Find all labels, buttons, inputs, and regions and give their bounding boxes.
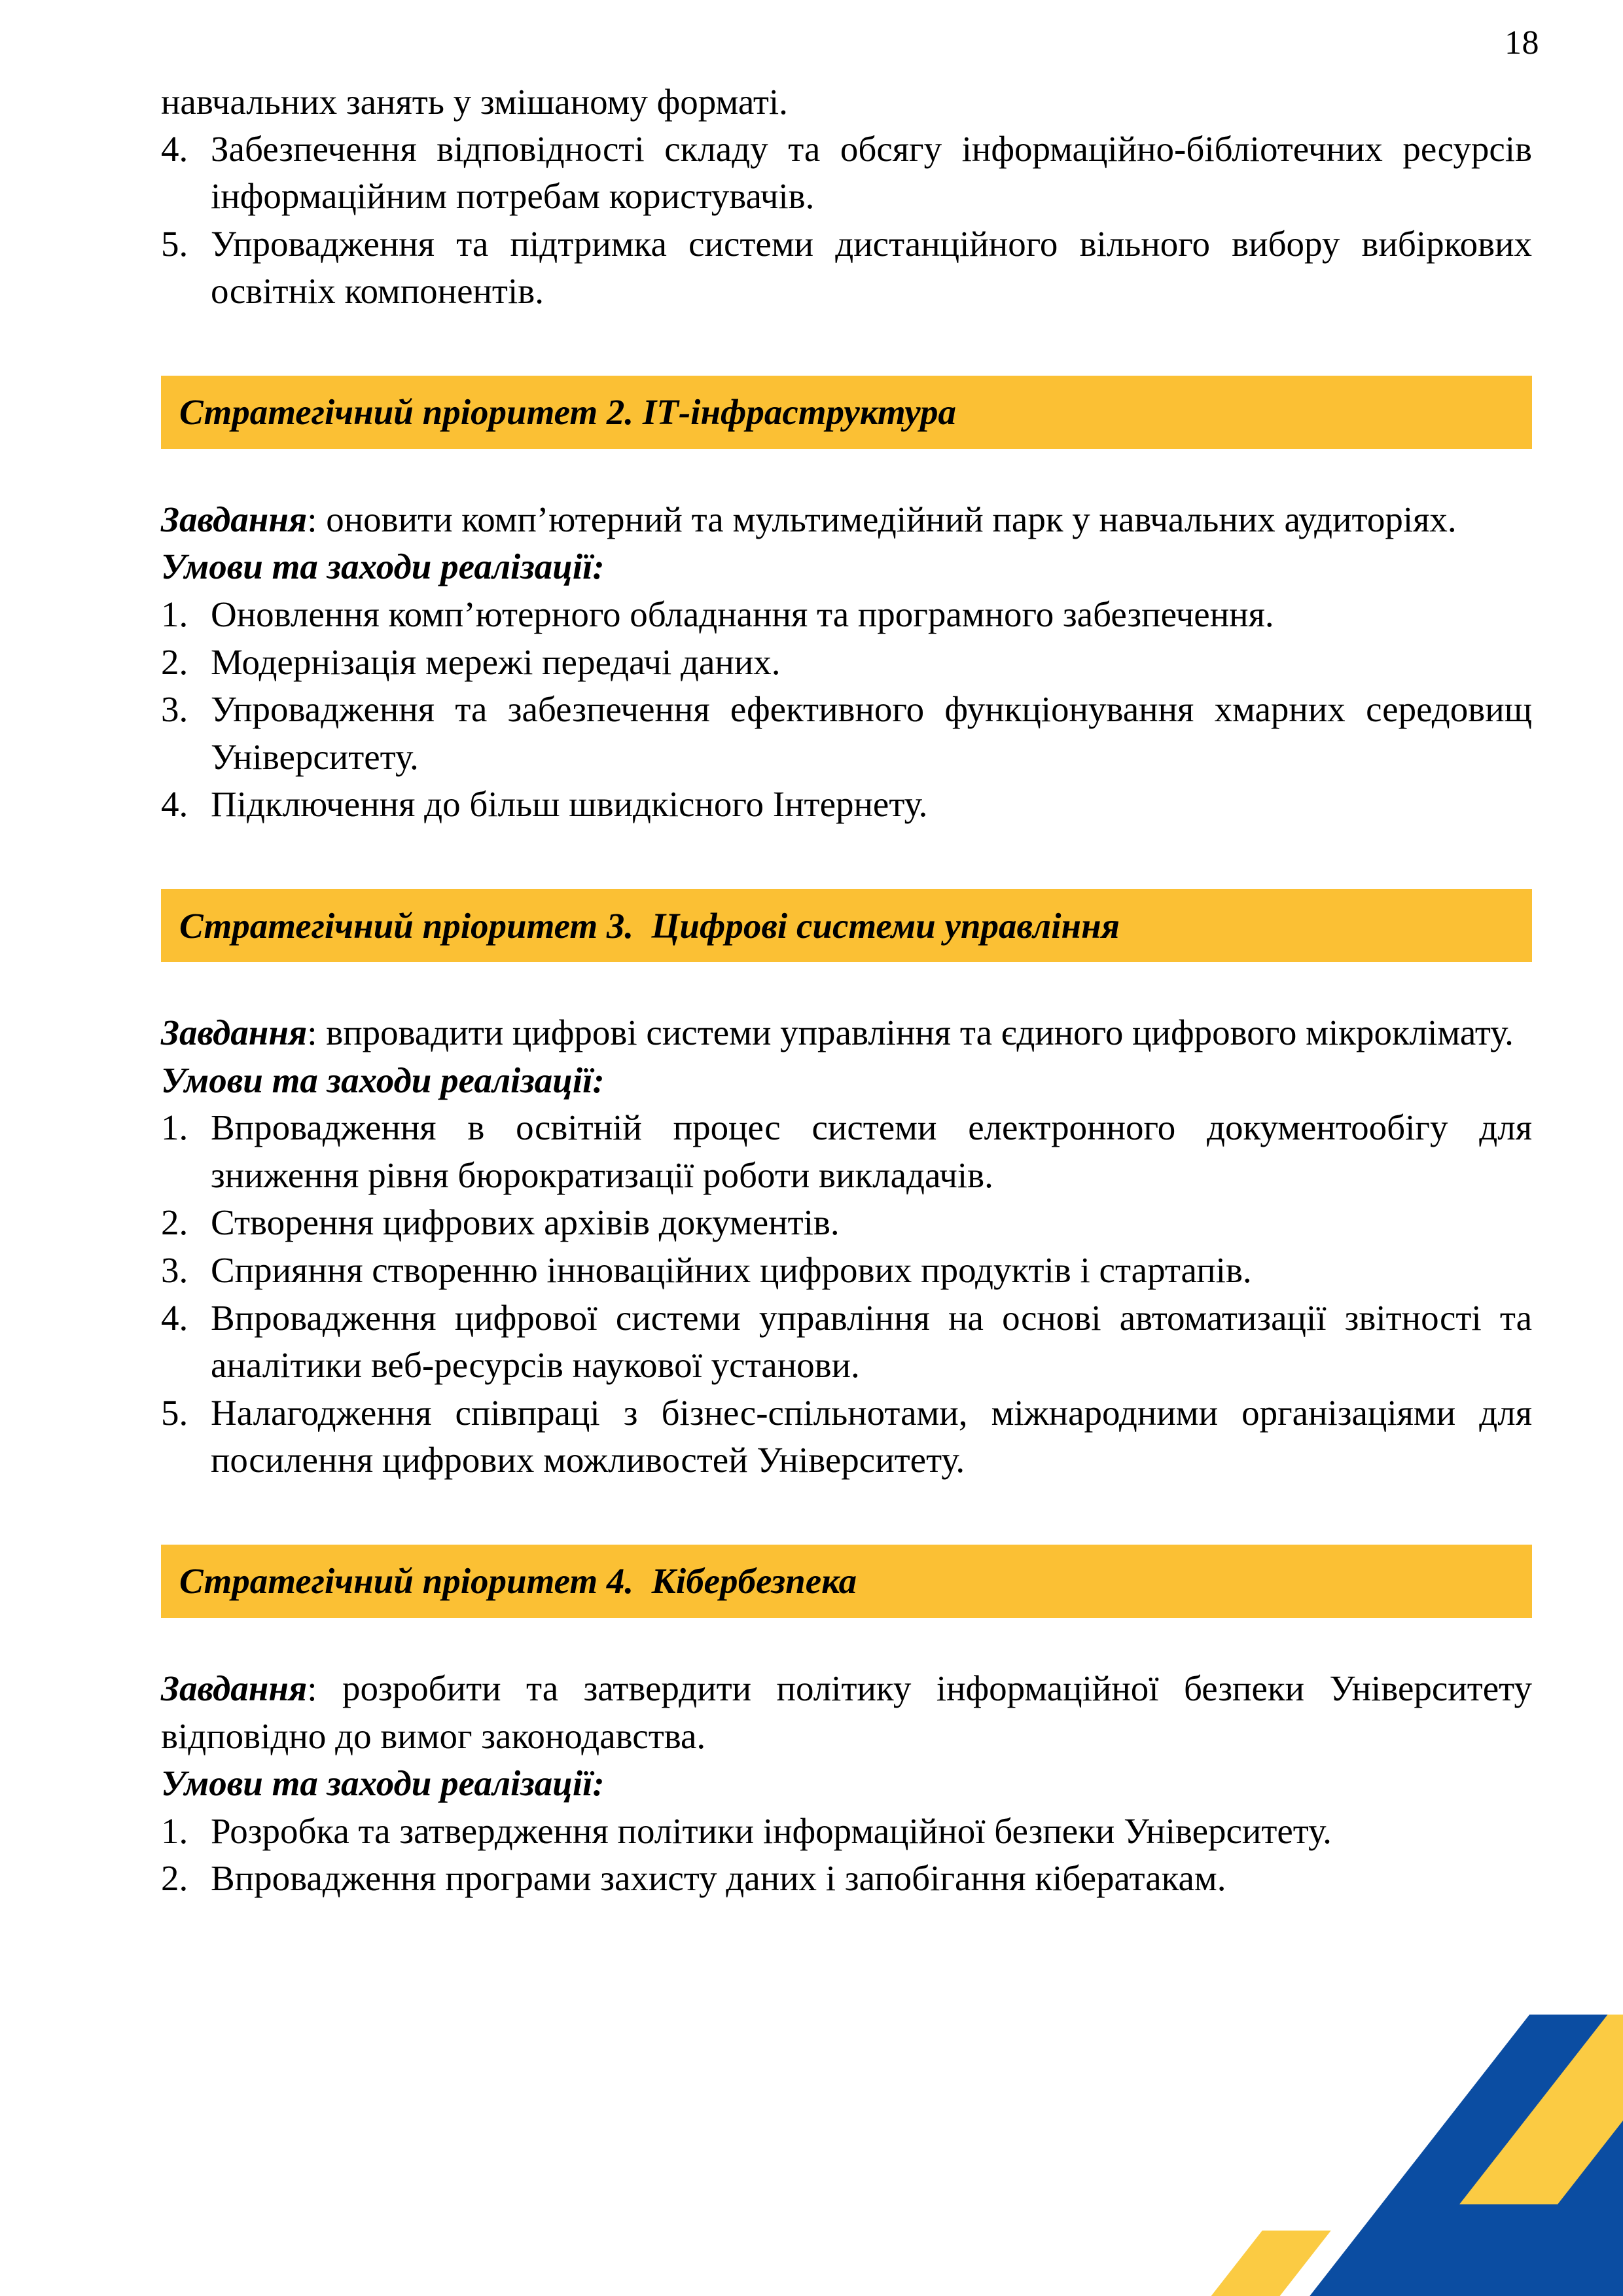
list-item: [161, 1295, 1532, 1390]
task-label: Завдання: [161, 499, 308, 539]
page-number: 18: [1505, 24, 1539, 62]
list-item: [161, 781, 1532, 829]
section-banner-priority-3: [161, 889, 1532, 962]
list-item: [161, 639, 1532, 687]
list-item-number: 4.: [161, 128, 188, 169]
measures-label-priority-3: Умови та заходи реалізації:: [161, 1060, 605, 1100]
measures-list-priority-4: [161, 1808, 1532, 1903]
spacer: [161, 315, 1532, 376]
list-item-text: Створення цифрових архівів документів.: [211, 1202, 840, 1243]
list-item: [161, 1199, 1532, 1247]
section-banner-priority-2: [161, 376, 1532, 449]
list-item-text: Сприяння створенню інноваційних цифрових продуктів і стартапів.: [211, 1250, 1252, 1290]
measures-label-priority-4: Умови та заходи реалізації:: [161, 1763, 605, 1804]
page-content: [161, 79, 1532, 1903]
carryover-paragraph: навчальних занять у змішаному форматі.: [161, 82, 788, 122]
task-text: : оновити комп’ютерний та мультимедійний парк у навчальних аудиторіях.: [307, 499, 1457, 539]
list-item-text: Впровадження в освітній процес системи електронного документообігу для зниження рівня бюрократизації роботи викладачів.: [211, 1107, 1532, 1195]
spacer: [161, 1484, 1532, 1545]
list-item-number: 4.: [161, 784, 188, 825]
list-item: [161, 126, 1532, 221]
task-text: : розробити та затвердити політику інформаційної безпеки Університету відповідно до вимог законодавства.: [161, 1668, 1532, 1756]
task-text: : впровадити цифрові системи управління та єдиного цифрового мікроклімату.: [307, 1013, 1514, 1053]
list-item: [161, 591, 1532, 639]
list-item: [161, 1390, 1532, 1484]
carryover-list: [161, 126, 1532, 315]
list-item-text: Розробка та затвердження політики інформаційної безпеки Університету.: [211, 1810, 1332, 1851]
list-item-text: Оновлення комп’ютерного обладнання та програмного забезпечення.: [211, 594, 1274, 635]
list-item: [161, 1855, 1532, 1903]
spacer: [161, 449, 1532, 496]
section-banner-title: Стратегічний пріоритет 4. Кібербезпека: [179, 1561, 857, 1602]
section-banner-title: Стратегічний пріоритет 3. Цифрові системи управління: [179, 905, 1120, 946]
decor-yellow-stripe: [1459, 2015, 1623, 2204]
list-item: [161, 1247, 1532, 1295]
list-item: [161, 1104, 1532, 1199]
list-item-number: 4.: [161, 1297, 188, 1338]
spacer: [161, 1618, 1532, 1665]
list-item-number: 1.: [161, 594, 188, 635]
section-task-priority-3: [161, 1009, 1532, 1057]
list-item-number: 3.: [161, 689, 188, 730]
list-item-number: 2.: [161, 1202, 188, 1243]
measures-list-priority-2: [161, 591, 1532, 829]
list-item-text: Упровадження та забезпечення ефективного функціонування хмарних середовищ Університету.: [211, 689, 1532, 777]
list-item-number: 1.: [161, 1107, 188, 1148]
list-item-text: Підключення до більш швидкісного Інтернету.: [211, 784, 928, 825]
section-task-priority-2: [161, 496, 1532, 544]
decor-blue-baseline: [1335, 2287, 1623, 2296]
list-item-number: 3.: [161, 1250, 188, 1290]
list-item-text: Упровадження та підтримка системи дистанційного вільного вибору вибіркових освітніх компонентів.: [211, 223, 1532, 312]
spacer: [161, 962, 1532, 1009]
section-task-priority-4: [161, 1665, 1532, 1760]
list-item-number: 2.: [161, 641, 188, 682]
list-item-text: Впровадження програми захисту даних і запобігання кібератакам.: [211, 1858, 1226, 1899]
spacer: [161, 829, 1532, 889]
list-item: [161, 221, 1532, 315]
list-item-number: 5.: [161, 223, 188, 264]
list-item-number: 1.: [161, 1810, 188, 1851]
section-banner-title: Стратегічний пріоритет 2. ІТ-інфраструктура: [179, 392, 956, 433]
decor-grey-stripe: [1386, 2015, 1623, 2296]
decor-yellow-small-stripe: [1201, 2231, 1331, 2296]
measures-label-priority-2: Умови та заходи реалізації:: [161, 547, 605, 587]
task-label: Завдання: [161, 1668, 308, 1708]
list-item: [161, 686, 1532, 781]
decor-blue-wedge: [1289, 2015, 1623, 2296]
list-item: [161, 1808, 1532, 1856]
decorative-corner-graphic: [1152, 2015, 1623, 2296]
section-banner-priority-4: [161, 1545, 1532, 1618]
task-label: Завдання: [161, 1013, 308, 1053]
list-item-text: Модернізація мережі передачі даних.: [211, 641, 781, 682]
list-item-text: Забезпечення відповідності складу та обсягу інформаційно-бібліотечних ресурсів інформаційним потребам користувачів.: [211, 128, 1532, 217]
list-item-text: Впровадження цифрової системи управління на основі автоматизації звітності та аналітики веб-ресурсів наукової установи.: [211, 1297, 1532, 1386]
measures-list-priority-3: [161, 1104, 1532, 1484]
list-item-number: 2.: [161, 1858, 188, 1899]
list-item-number: 5.: [161, 1392, 188, 1433]
list-item-text: Налагодження співпраці з бізнес-спільнотами, міжнародними організаціями для посилення цифрових можливостей Університету.: [211, 1392, 1532, 1480]
